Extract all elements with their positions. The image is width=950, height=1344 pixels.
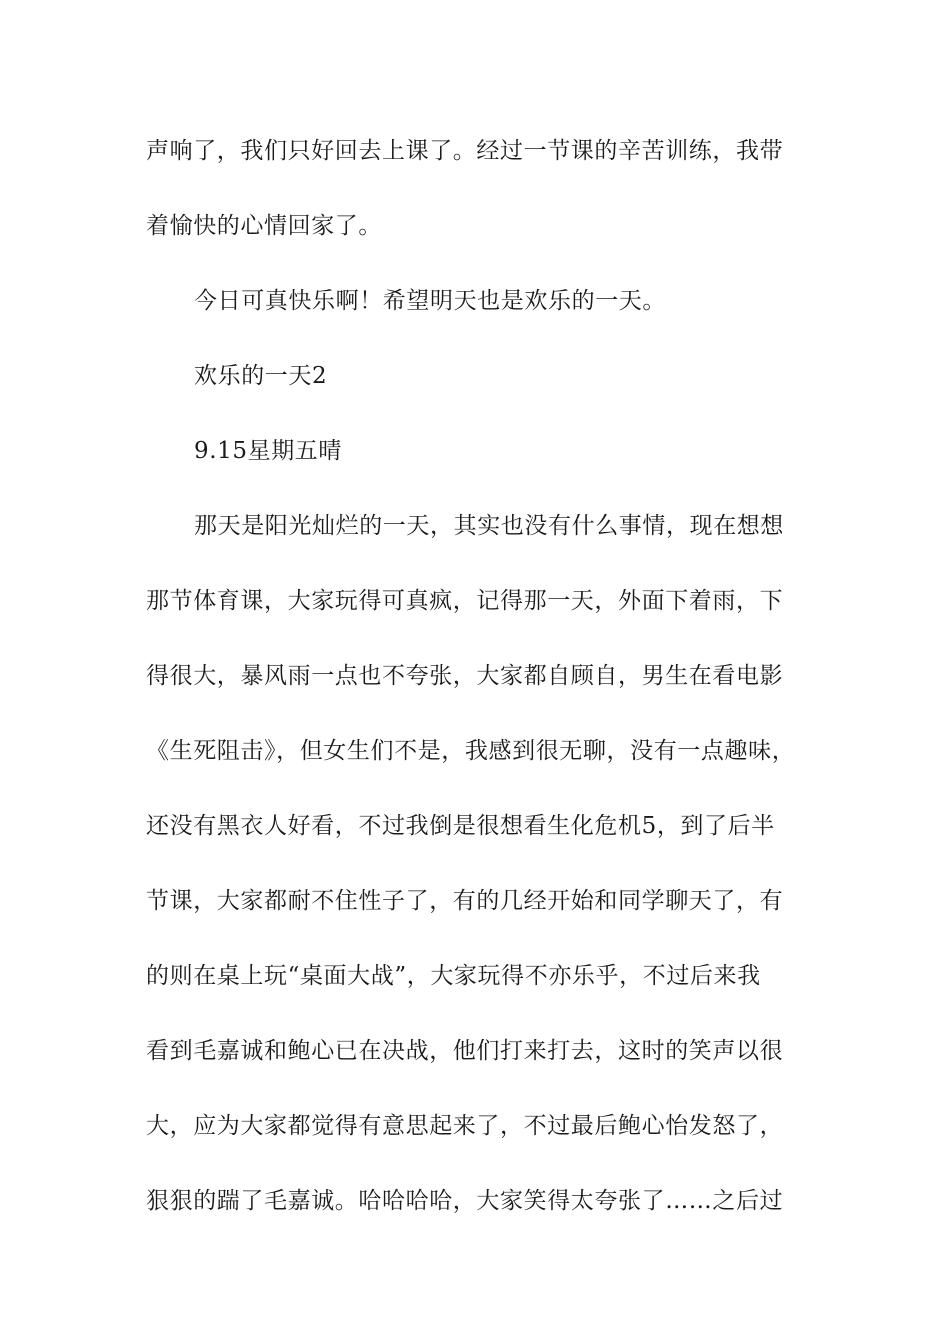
text-line: 大，应为大家都觉得有意思起来了，不过最后鲍心怡发怒了， <box>146 1113 784 1139</box>
text-line: 看到毛嘉诚和鲍心已在决战，他们打来打去，这时的笑声以很 <box>146 1038 784 1064</box>
text-line: 《生死阻击》，但女生们不是，我感到很无聊，没有一点趣味， <box>146 738 796 764</box>
text-line: 那天是阳光灿烂的一天，其实也没有什么事情，现在想想 <box>194 513 784 539</box>
text-line: 那节体育课，大家玩得可真疯，记得那一天，外面下着雨，下 <box>146 588 784 614</box>
text-line: 狠狠的踹了毛嘉诚。哈哈哈哈，大家笑得太夸张了……之后过 <box>146 1188 784 1214</box>
text-line: 着愉快的心情回家了。 <box>146 213 382 239</box>
section-heading: 欢乐的一天2 <box>194 363 328 389</box>
text-line: 声响了，我们只好回去上课了。经过一节课的辛苦训练，我带 <box>146 138 784 164</box>
text-line: 得很大，暴风雨一点也不夸张，大家都自顾自，男生在看电影 <box>146 663 784 689</box>
date-line: 9.15星期五晴 <box>194 438 343 464</box>
text-line: 今日可真快乐啊！希望明天也是欢乐的一天。 <box>194 288 666 314</box>
text-line: 的则在桌上玩“桌面大战”，大家玩得不亦乐乎，不过后来我 <box>146 963 761 989</box>
text-line: 节课，大家都耐不住性子了，有的几经开始和同学聊天了，有 <box>146 888 784 914</box>
text-line: 还没有黑衣人好看，不过我倒是很想看生化危机5，到了后半 <box>146 813 775 839</box>
